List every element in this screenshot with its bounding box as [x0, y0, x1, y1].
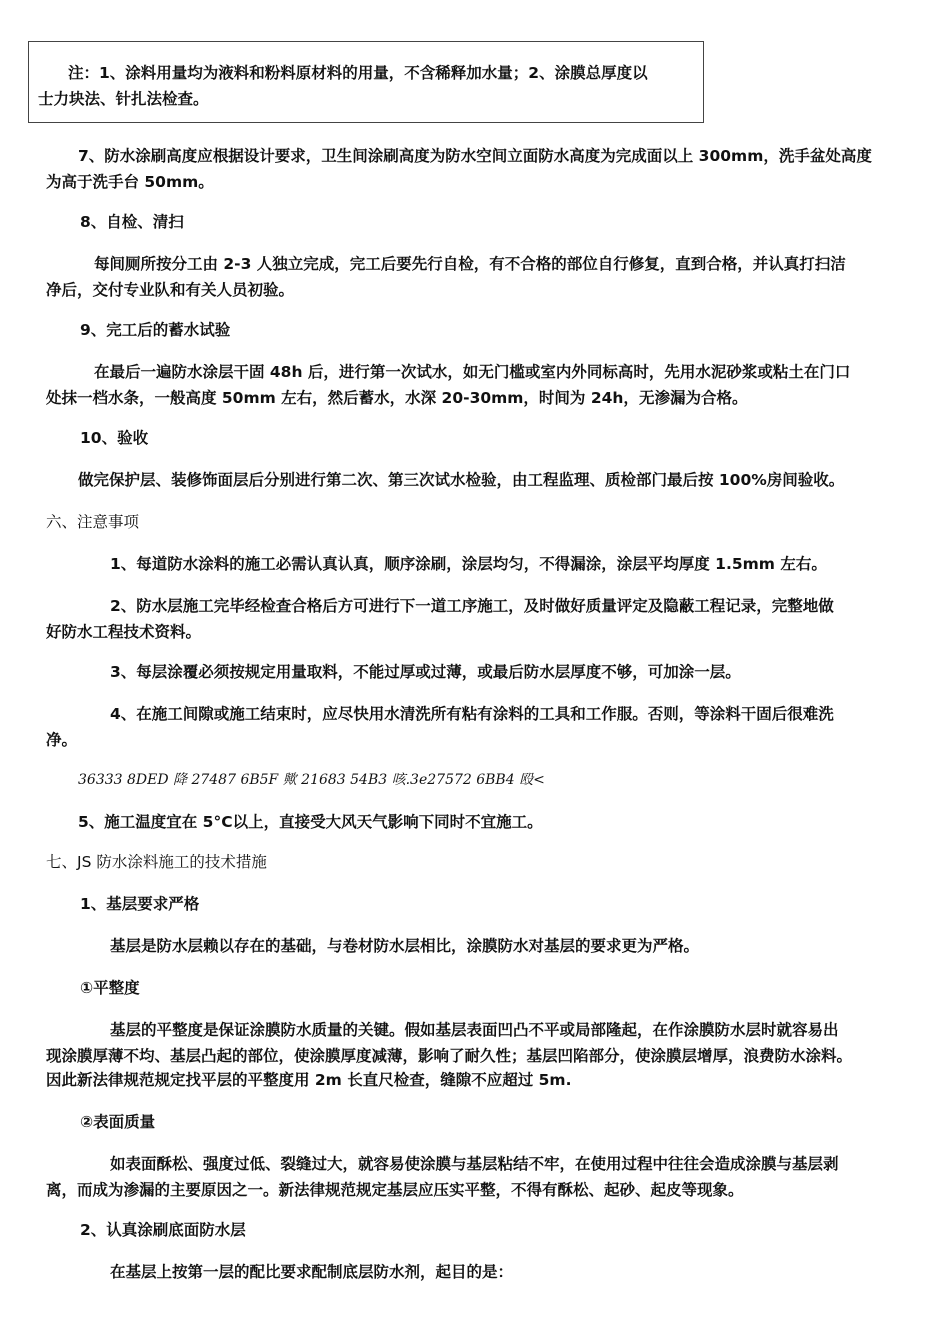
- note-item-4-line-2: 净。: [46, 731, 78, 749]
- encoding-artifact-line: 36333 8DED 降 27487 6B5F 歟 21683 54B3 咳.3e27572 6BB4 殴<: [78, 772, 545, 788]
- para-8-line-2: 净后，交付专业队和有关人员初验。: [46, 281, 295, 299]
- para-8-line-1: 每间厕所按分工由 2-3 人独立完成，完工后要先行自检，有不合格的部位自行修复，直到合格，并认真打扫洁: [94, 255, 846, 273]
- para-flatness-line-1: 基层的平整度是保证涂膜防水质量的关键。假如基层表面凹凸不平或局部隆起，在作涂膜防水层时就容易出: [110, 1021, 839, 1039]
- heading-9: 9、完工后的蓄水试验: [80, 321, 231, 339]
- note-line-2: 士力块法、针扎法检查。: [38, 90, 209, 108]
- para-9-line-1: 在最后一遍防水涂层干固 48h 后，进行第一次试水，如无门槛或室内外同标高时，先用水泥砂浆或粘土在门口: [94, 363, 851, 381]
- subheading-surface-quality: ②表面质量: [80, 1113, 156, 1131]
- section-6-heading: 六、注意事项: [46, 513, 140, 531]
- para-9-line-2: 处抹一档水条，一般高度 50mm 左右，然后蓄水，水深 20-30mm，时间为 24h，无渗漏为合格。: [46, 389, 748, 407]
- para-flatness-line-3: 因此新法律规范规定找平层的平整度用 2m 长直尺检查，缝隙不应超过 5m.: [46, 1071, 572, 1089]
- note-item-2-line-1: 2、防水层施工完毕经检查合格后方可进行下一道工序施工，及时做好质量评定及隐蔽工程记录，完整地做: [110, 597, 834, 615]
- para-7-line-2: 为高于洗手台 50mm。: [46, 173, 214, 191]
- subheading-flatness: ①平整度: [80, 979, 140, 997]
- section-7-heading: 七、JS 防水涂料施工的技术措施: [46, 853, 267, 871]
- para-surface-line-1: 如表面酥松、强度过低、裂缝过大，就容易使涂膜与基层粘结不牢，在使用过程中往往会造成涂膜与基层剥: [110, 1155, 839, 1173]
- para-flatness-line-2: 现涂膜厚薄不均、基层凸起的部位，使涂膜厚度减薄，影响了耐久性；基层凹陷部分，使涂膜层增厚，浪费防水涂料。: [46, 1047, 853, 1065]
- para-7-line-1: 7、防水涂刷高度应根据设计要求，卫生间涂刷高度为防水空间立面防水高度为完成面以上 300mm，洗手盆处高度: [78, 147, 872, 165]
- subheading-1: 1、基层要求严格: [80, 895, 200, 913]
- note-line-1: 注：1、涂料用量均为液料和粉料原材料的用量，不含稀释加水量；2、涂膜总厚度以: [68, 64, 648, 82]
- heading-8: 8、自检、清扫: [80, 213, 184, 231]
- note-item-5: 5、施工温度宜在 5°C以上，直接受大风天气影响下同时不宜施工。: [78, 813, 543, 831]
- subheading-2: 2、认真涂刷底面防水层: [80, 1221, 246, 1239]
- para-surface-line-2: 离，而成为渗漏的主要原因之一。新法律规范规定基层应压实平整，不得有酥松、起砂、起皮等现象。: [46, 1181, 744, 1199]
- note-item-2-line-2: 好防水工程技术资料。: [46, 623, 202, 641]
- note-item-3: 3、每层涂覆必须按规定用量取料，不能过厚或过薄，或最后防水层厚度不够，可加涂一层。: [110, 663, 741, 681]
- para-base-intro: 基层是防水层赖以存在的基础，与卷材防水层相比，涂膜防水对基层的要求更为严格。: [110, 937, 700, 955]
- para-primer: 在基层上按第一层的配比要求配制底层防水剂，起目的是：: [110, 1263, 514, 1281]
- para-10: 做完保护层、装修饰面层后分别进行第二次、第三次试水检验，由工程监理、质检部门最后按 100%房间验收。: [78, 471, 845, 489]
- note-item-1: 1、每道防水涂料的施工必需认真认真，顺序涂刷，涂层均匀，不得漏涂，涂层平均厚度 1.5mm 左右。: [110, 555, 827, 573]
- heading-10: 10、验收: [80, 429, 149, 447]
- note-item-4-line-1: 4、在施工间隙或施工结束时，应尽快用水清洗所有粘有涂料的工具和工作服。否则，等涂料干固后很难洗: [110, 705, 834, 723]
